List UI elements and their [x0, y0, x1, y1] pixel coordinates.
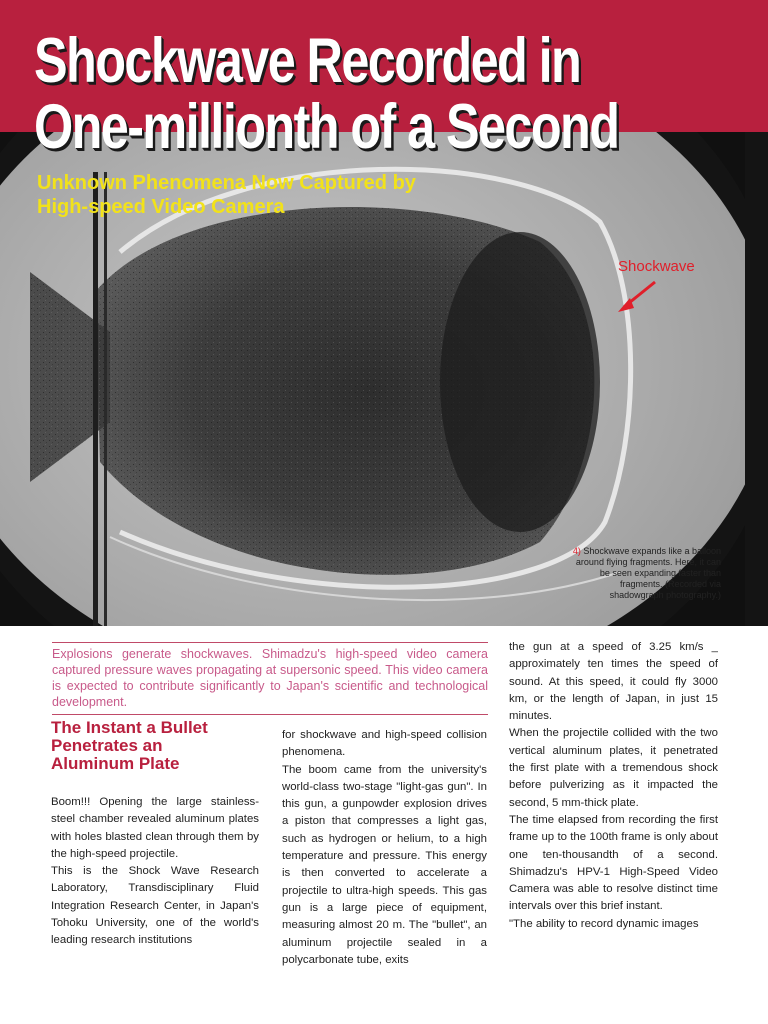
body-column-1 — [51, 794, 259, 976]
shockwave-label: Shockwave — [618, 258, 695, 275]
page-title-line-1: Shockwave Recorded in — [34, 26, 581, 96]
paragraph: for shockwave and high-speed collision phenomena. — [282, 729, 487, 759]
page-subtitle-line-1: Unknown Phenomena Now Captured by — [37, 172, 416, 194]
body-column-2 — [282, 727, 487, 968]
photo-caption — [565, 546, 721, 601]
page-subtitle-line-2: High-speed Video Camera — [37, 196, 285, 218]
paragraph: This is the Shock Wave Research Laboratory, Transdisciplinary Fluid Integration Research Center, in Japan's Tohoku University, one of the world's leading research institutions — [51, 865, 259, 947]
paragraph: "The ability to record dynamic images — [509, 917, 699, 930]
page-subtitle — [37, 171, 416, 219]
page-title-line-2: One-millionth of a Second — [34, 92, 619, 162]
paragraph: The time elapsed from recording the first frame up to the 100th frame is only about one ten-thousandth of a second. Shimadzu's HPV-1 High-Speed Video Camera was able to resolve distinct time intervals over this brief instant. — [509, 813, 718, 913]
intro-lead — [52, 642, 488, 715]
paragraph: the gun at a speed of 3.25 km/s _ approximately ten times the speed of sound. At this speed, it could fly 3000 km, or the length of Japan, in just 15 minutes. — [509, 641, 718, 723]
section-title-line-2: Penetrates an — [51, 736, 163, 755]
section-title — [51, 719, 208, 773]
section-title-line-3: Aluminum Plate — [51, 754, 180, 773]
caption-text: Shockwave expands like a balloon around flying fragments. Here, it can be seen expanding faster than fragments. (Recorded via shadowgraph photography.) — [575, 546, 721, 600]
section-title-line-1: The Instant a Bullet — [51, 718, 208, 737]
paragraph: Boom!!! Opening the large stainless-steel chamber revealed aluminum plates with holes blasted clean through them by the high-speed projectile. — [51, 796, 259, 860]
caption-number: 4) — [572, 546, 581, 556]
paragraph: When the projectile collided with the two vertical aluminum plates, it penetrated the first plate with a tremendous shock before pulverizing as it impacted the second, 5 mm-thick plate. — [509, 727, 718, 809]
intro-text: Explosions generate shockwaves. Shimadzu's high-speed video camera captured pressure waves propagating at supersonic speed. This video camera is expected to contribute significantly to Japan's scientific and technological development. — [52, 647, 488, 709]
page-title — [34, 28, 618, 160]
paragraph: The boom came from the university's world-class two-stage "light-gas gun". In this gun, a gunpowder explosion drives a piston that compresses a light gas, such as hydrogen or helium, to a high temperature and pressure. This energy is then converted to accelerate a projectile to ultra-high speeds. This gas gun is a large piece of equipment, measuring almost 20 m. The "bullet", an aluminum projectile sealed in a polycarbonate tube, exits — [282, 763, 487, 966]
body-column-3 — [509, 639, 718, 968]
